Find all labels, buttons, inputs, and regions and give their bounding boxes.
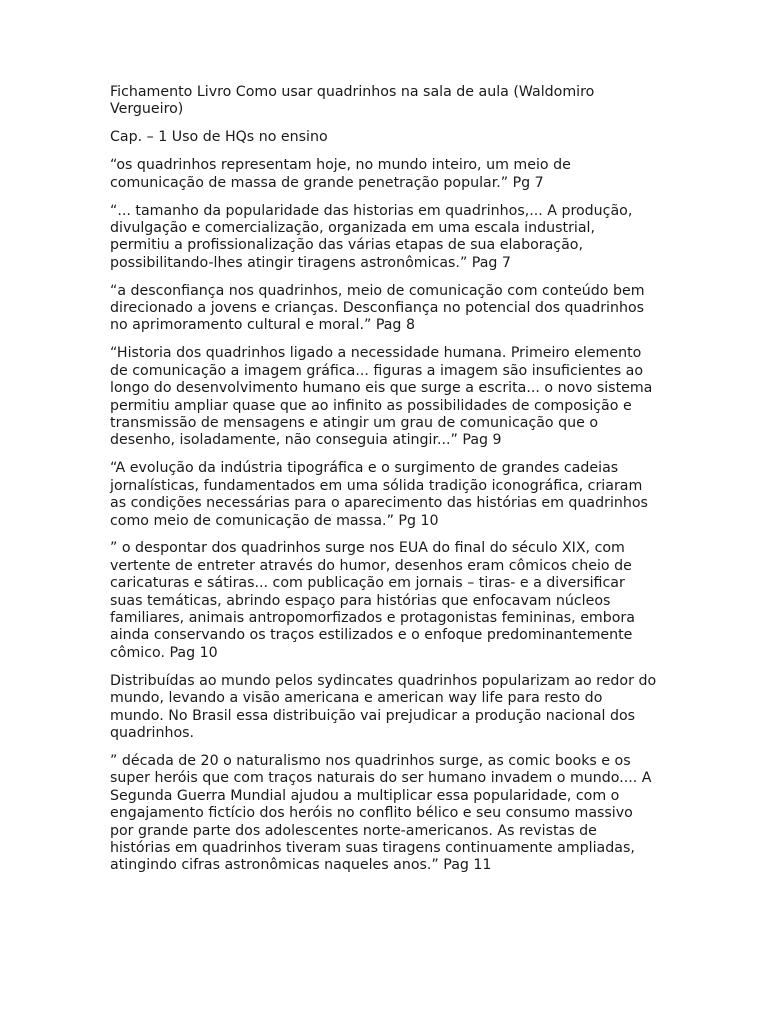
quote-paragraph: “os quadrinhos representam hoje, no mundo inteiro, um meio de comunicação de massa de grande penetração popular.” Pg 7	[110, 157, 571, 191]
quote-paragraph: “... tamanho da popularidade das historias em quadrinhos,... A produção, divulgação e comercialização, organizada em uma escala industrial, permitiu a profissionalização das várias etapas de sua elaboração, possibilitando-lhes atingir tiragens astronômicas.” Pag 7	[110, 202, 633, 271]
document-title: Fichamento Livro Como usar quadrinhos na sala de aula (Waldomiro Vergueiro)	[110, 84, 595, 118]
quote-paragraph: “A evolução da indústria tipográfica e o surgimento de grandes cadeias jornalísticas, fundamentados em uma sólida tradição iconográfica, criaram as condições necessárias para o aparecimento das histórias em quadrinhos como meio de comunicação de massa.” Pg 10	[110, 460, 648, 529]
summary-paragraph: Distribuídas ao mundo pelos sydincates quadrinhos popularizam ao redor do mundo, levando a visão americana e american way life para resto do mundo. No Brasil essa distribuição vai prejudicar a produção nacional dos quadrinhos.	[110, 672, 657, 741]
chapter-heading: Cap. – 1 Uso de HQs no ensino	[110, 129, 328, 146]
quote-paragraph: ” década de 20 o naturalismo nos quadrinhos surge, as comic books e os super heróis que com traços naturais do ser humano invadem o mundo.... A Segunda Guerra Mundial ajudou a multiplicar essa popularidade, com o engajamento fictício dos heróis no conflito bélico e seu consumo massivo por grande parte dos adolescentes norte-americanos. As revistas de histórias em quadrinhos tiveram suas tiragens continuamente ampliadas, atingindo cifras astronômicas naqueles anos.” Pag 11	[110, 752, 652, 874]
quote-paragraph: “a desconfiança nos quadrinhos, meio de comunicação com conteúdo bem direcionado a jovens e crianças. Desconfiança no potencial dos quadrinhos no aprimoramento cultural e moral.” Pag 8	[110, 282, 645, 334]
quote-paragraph: ” o despontar dos quadrinhos surge nos EUA do final do século XIX, com vertente de entreter através do humor, desenhos eram cômicos cheio de caricaturas e sátiras... com publicação em jornais – tiras- e a diversificar suas temáticas, abrindo espaço para histórias que enfocavam núcleos familiares, animais antropomorfizados e protagonistas femininas, embora ainda conservando os traços estilizados e o enfoque predominantemente cômico. Pag 10	[110, 540, 635, 661]
quote-paragraph: “Historia dos quadrinhos ligado a necessidade humana. Primeiro elemento de comunicação a imagem gráfica... figuras a imagem são insuficientes ao longo do desenvolvimento humano eis que surge a escrita... o novo sistema permitiu ampliar quase que ao infinito as possibilidades de composição e transmissão de mensagens e atingir um grau de comunicação que o desenho, isoladamente, não conseguia atingir...” Pag 9	[110, 345, 653, 449]
